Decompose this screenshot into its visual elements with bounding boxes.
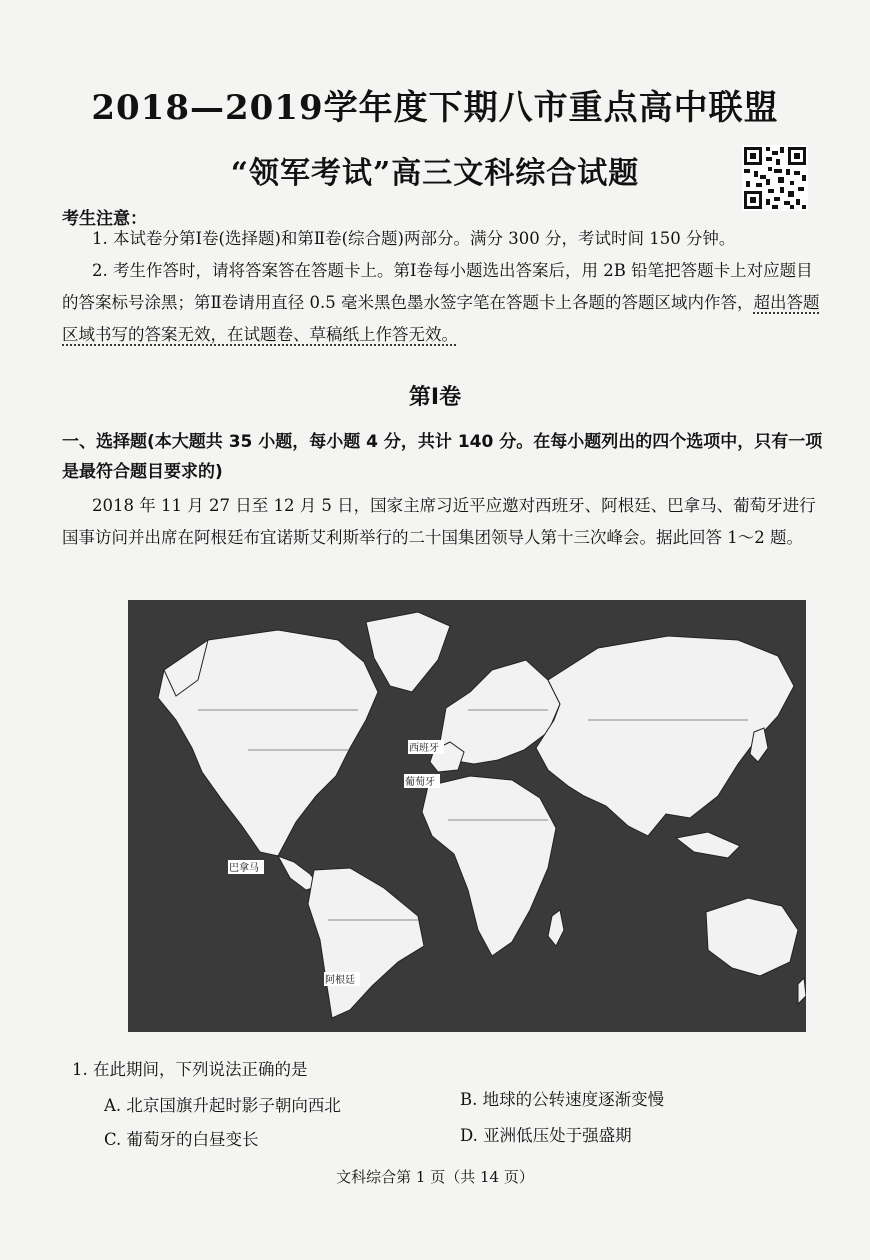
option-c: C. 葡萄牙的白昼变长 [104, 1130, 259, 1149]
question-1-text: 1. 在此期间，下列说法正确的是 [72, 1060, 308, 1079]
option-b: B. 地球的公转速度逐渐变慢 [460, 1090, 665, 1109]
notice-item-1: 1. 本试卷分第Ⅰ卷(选择题)和第Ⅱ卷(综合题)两部分。满分 300 分，考试时间 150 分钟。 [92, 229, 736, 248]
page-footer: 文科综合第 1 页（共 14 页） [336, 1168, 534, 1186]
qr-code-icon [742, 145, 808, 211]
world-map [128, 600, 806, 1032]
option-d: D. 亚洲低压处于强盛期 [460, 1126, 632, 1145]
notice-item-2-text: 2. 考生作答时，请将答案答在答题卡上。第Ⅰ卷每小题选出答案后，用 2B 铅笔把答题卡上对应题目的答案标号涂黑；第Ⅱ卷请用直径 0.5 毫米黑色墨水签字笔在答题卡上各题的答题区域内作答， [62, 261, 813, 312]
notice-item-2-emphasis: 超出答题区域书写的答案无效，在试题卷、草稿纸上作答无效。 [62, 293, 820, 344]
option-a: A. 北京国旗升起时影子朝向西北 [104, 1096, 341, 1115]
map-label-portugal: 葡萄牙 [405, 777, 435, 788]
notice-item-2 [62, 255, 822, 351]
section-heading: 一、选择题(本大题共 35 小题，每小题 4 分，共计 140 分。在每小题列出的四个选项中，只有一项是最符合题目要求的) [62, 432, 823, 482]
notice-label: 考生注意： [62, 209, 147, 229]
map-label-argentina: 阿根廷 [325, 975, 355, 986]
map-label-spain: 西班牙 [409, 743, 439, 754]
map-label-panama: 巴拿马 [229, 863, 259, 874]
section-title: 第Ⅰ卷 [408, 385, 462, 410]
question-stem: 2018 年 11 月 27 日至 12 月 5 日，国家主席习近平应邀对西班牙、阿根廷、巴拿马、葡萄牙进行国事访问并出席在阿根廷布宜诺斯艾利斯举行的二十国集团领导人第十三次峰会。据此回答 1～2 题。 [62, 496, 816, 547]
exam-subtitle: “领军考试”高三文科综合试题 [230, 156, 640, 191]
exam-title: 2018—2019学年度下期八市重点高中联盟 [91, 88, 779, 128]
